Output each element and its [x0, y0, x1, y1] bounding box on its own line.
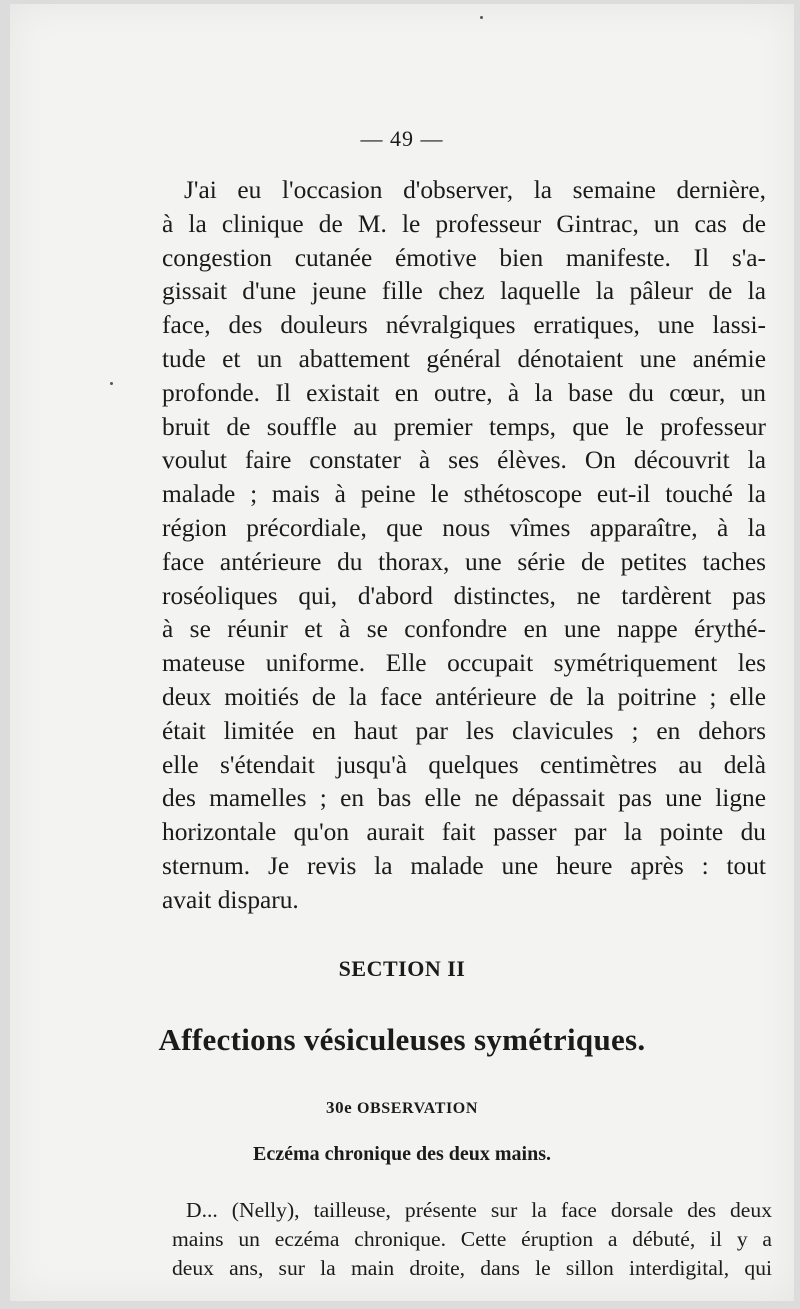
text-line: roséoliques qui, d'abord distinctes, ne tardèrent pas: [162, 581, 766, 610]
text-line: deux moitiés de la face antérieure de la poitrine ; elle: [162, 682, 766, 711]
text-line: elle s'étendait jusqu'à quelques centimètres au delà: [162, 750, 766, 779]
print-speck: [110, 382, 113, 385]
text-line: sternum. Je revis la malade une heure après : tout: [162, 851, 766, 880]
text-line: mateuse uniforme. Elle occupait symétriquement les: [162, 649, 766, 678]
text-line: deux ans, sur la main droite, dans le sillon interdigital, qui: [172, 1256, 772, 1280]
observation-heading: [10, 1098, 794, 1118]
observation-subtitle: Eczéma chronique des deux mains.: [253, 1143, 551, 1165]
text-line: bruit de souffle au premier temps, que le professeur: [162, 412, 766, 441]
text-line: à la clinique de M. le professeur Gintrac, un cas de: [162, 209, 766, 238]
text-line: mains un eczéma chronique. Cette éruption a débuté, il y a: [172, 1227, 772, 1251]
section-title: Affections vésiculeuses symétriques.: [158, 1022, 646, 1057]
text-line: gissait d'une jeune fille chez laquelle la pâleur de la: [162, 277, 766, 306]
text-line: tude et un abattement général dénotaient une anémie: [162, 344, 766, 373]
text-line: des mamelles ; en bas elle ne dépassait pas une ligne: [162, 784, 766, 813]
text-line: était limitée en haut par les clavicules ; en dehors: [162, 716, 766, 745]
text-line: horizontale qu'on aurait fait passer par la pointe du: [162, 818, 766, 847]
book-page: [10, 4, 794, 1301]
observation-number: 30e: [325, 1098, 353, 1117]
main-paragraph: [162, 174, 766, 918]
text-line: à se réunir et à se confondre en une nappe érythé-: [162, 615, 766, 644]
text-line: face, des douleurs névralgiques erratiques, une lassi-: [162, 311, 766, 340]
text-line: face antérieure du thorax, une série de petites taches: [162, 547, 766, 576]
text-line: D... (Nelly), tailleuse, présente sur la face dorsale des deux: [186, 1198, 772, 1222]
text-line: région précordiale, que nous vîmes apparaître, à la: [162, 513, 766, 542]
text-line: avait disparu.: [162, 885, 299, 914]
text-line: J'ai eu l'occasion d'observer, la semaine dernière,: [184, 176, 766, 204]
page-number: — 49 —: [360, 126, 444, 151]
print-speck: [480, 16, 483, 19]
section-label: SECTION II: [338, 956, 466, 981]
text-line: malade ; mais à peine le sthétoscope eut-il touché la: [162, 480, 766, 509]
text-line: voulut faire constater à ses élèves. On découvrit la: [162, 446, 766, 475]
text-line: congestion cutanée émotive bien manifeste. Il s'a-: [162, 243, 766, 272]
observation-label: OBSERVATION: [356, 1100, 478, 1117]
text-line: profonde. Il existait en outre, à la base du cœur, un: [162, 378, 766, 407]
observation-paragraph: [172, 1196, 772, 1283]
